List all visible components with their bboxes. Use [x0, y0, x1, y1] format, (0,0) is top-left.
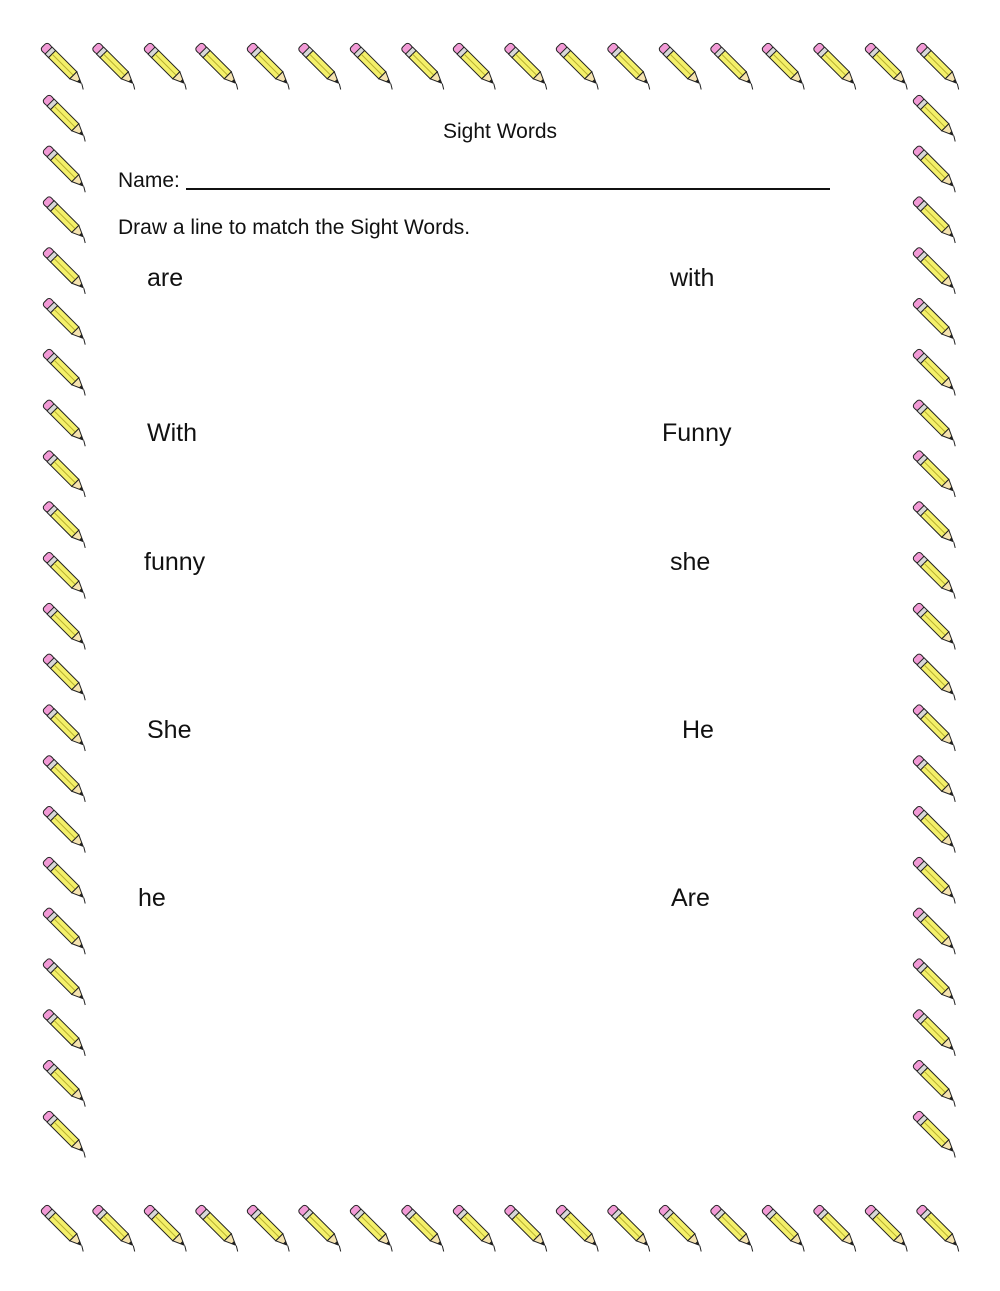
pencil-icon	[912, 450, 961, 499]
page-title: Sight Words	[443, 120, 557, 143]
pencil-icon	[298, 1204, 347, 1253]
pencil-icon	[42, 1110, 91, 1159]
pencil-icon	[40, 42, 89, 91]
pencil-icon	[42, 399, 91, 448]
pencil-icon	[607, 42, 656, 91]
pencil-icon	[813, 1204, 862, 1253]
right-word-5[interactable]: Are	[671, 884, 710, 912]
pencil-icon	[912, 348, 961, 397]
pencil-icon	[42, 907, 91, 956]
left-word-5[interactable]: he	[138, 884, 166, 912]
pencil-icon	[912, 958, 961, 1007]
pencil-icon	[864, 42, 913, 91]
pencil-icon	[42, 856, 91, 905]
pencil-icon	[42, 602, 91, 651]
pencil-icon	[452, 1204, 501, 1253]
pencil-icon	[555, 1204, 604, 1253]
pencil-icon	[912, 653, 961, 702]
right-word-3[interactable]: she	[670, 548, 711, 576]
pencil-icon	[40, 1204, 89, 1253]
pencil-icon	[42, 1008, 91, 1057]
pencil-icon	[401, 42, 450, 91]
right-word-1[interactable]: with	[670, 264, 715, 292]
pencil-icon	[658, 1204, 707, 1253]
name-label: Name:	[118, 169, 180, 192]
pencil-icon	[916, 1204, 965, 1253]
pencil-icon	[42, 450, 91, 499]
pencil-icon	[42, 145, 91, 194]
pencil-icon	[42, 551, 91, 600]
pencil-icon	[143, 1204, 192, 1253]
left-word-3[interactable]: funny	[144, 548, 206, 576]
pencil-icon	[92, 42, 141, 91]
pencil-icon	[246, 42, 295, 91]
pencil-icon	[761, 1204, 810, 1253]
pencil-icon	[710, 42, 759, 91]
pencil-icon	[658, 42, 707, 91]
pencil-icon	[246, 1204, 295, 1253]
left-word-1[interactable]: are	[147, 264, 184, 292]
pencil-icon	[912, 196, 961, 245]
pencil-icon	[912, 1110, 961, 1159]
pencil-icon	[42, 196, 91, 245]
pencil-icon	[912, 907, 961, 956]
pencil-icon	[349, 42, 398, 91]
pencil-icon	[42, 500, 91, 549]
right-word-4[interactable]: He	[682, 716, 714, 744]
pencil-icon	[349, 1204, 398, 1253]
right-word-2[interactable]: Funny	[662, 419, 732, 447]
pencil-icon	[912, 500, 961, 549]
pencil-icon	[42, 653, 91, 702]
pencil-icon	[42, 754, 91, 803]
pencil-icon	[912, 1008, 961, 1057]
left-word-2[interactable]: With	[147, 419, 197, 447]
pencil-icon	[912, 754, 961, 803]
pencil-icon	[195, 1204, 244, 1253]
pencil-icon	[42, 958, 91, 1007]
pencil-icon	[42, 704, 91, 753]
pencil-icon	[710, 1204, 759, 1253]
pencil-icon	[912, 602, 961, 651]
pencil-icon	[912, 297, 961, 346]
pencil-icon	[912, 399, 961, 448]
pencil-icon	[912, 704, 961, 753]
pencil-icon	[761, 42, 810, 91]
pencil-icon	[504, 42, 553, 91]
pencil-icon	[912, 145, 961, 194]
pencil-icon	[813, 42, 862, 91]
pencil-icon	[195, 42, 244, 91]
pencil-icon	[912, 805, 961, 854]
pencil-icon	[452, 42, 501, 91]
pencil-icon	[143, 42, 192, 91]
pencil-icon	[555, 42, 604, 91]
pencil-icon	[607, 1204, 656, 1253]
name-row	[118, 168, 830, 193]
pencil-icon	[298, 42, 347, 91]
pencil-icon	[504, 1204, 553, 1253]
pencil-icon	[42, 348, 91, 397]
instructions: Draw a line to match the Sight Words.	[118, 216, 471, 239]
pencil-icon	[42, 805, 91, 854]
pencil-icon	[912, 246, 961, 295]
pencil-icon	[912, 1059, 961, 1108]
pencil-icon	[912, 551, 961, 600]
pencil-icon	[42, 297, 91, 346]
left-word-4[interactable]: She	[147, 716, 192, 744]
name-input-line[interactable]	[186, 168, 830, 190]
pencil-icon	[401, 1204, 450, 1253]
pencil-icon	[42, 246, 91, 295]
pencil-icon	[916, 42, 965, 91]
pencil-icon	[92, 1204, 141, 1253]
pencil-icon	[42, 1059, 91, 1108]
pencil-icon	[912, 856, 961, 905]
pencil-icon	[864, 1204, 913, 1253]
